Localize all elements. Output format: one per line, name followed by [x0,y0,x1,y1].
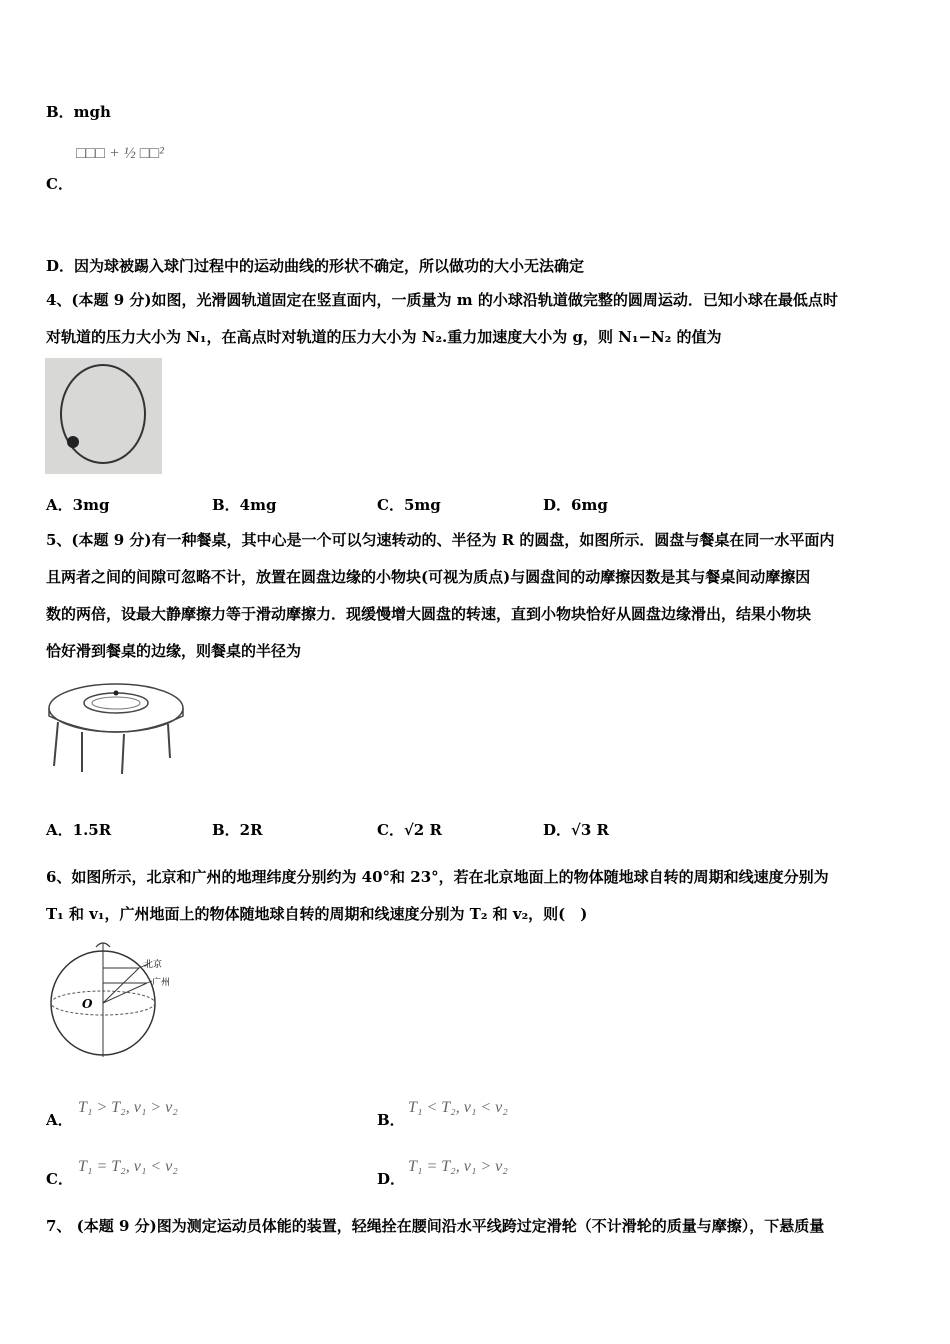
q5-stem-line1: 5、(本题 9 分)有一种餐桌，其中心是一个可以匀速转动的、半径为 R 的圆盘，如图所示．圆盘与餐桌在同一水平面内 [46,531,835,549]
q6-beijing-radius [103,968,139,1003]
q6-option-c-label: C． [46,1170,73,1188]
q5-table-leg-3 [122,734,124,774]
q6-option-d-formula: T₁ = T₂, v₁ > v₂ [408,1158,508,1175]
q3-option-c-formula: □□□ + ½ □□² [76,145,164,162]
q5-stem-line4: 恰好滑到餐桌的边缘，则餐桌的半径为 [46,642,302,660]
q6-earth-figure [46,937,180,1061]
q6-stem-line1: 6、如图所示，北京和广州的地理纬度分别约为 40°和 23°，若在北京地面上的物体随地球自转的周期和线速度分别为 [46,868,829,886]
q5-table-leg-1 [54,722,58,766]
q6-option-b-label: B． [377,1111,405,1129]
q6-center-label: O [82,997,93,1011]
q6-option-c-formula: T₁ = T₂, v₁ < v₂ [78,1158,178,1175]
q3-option-c-label: C． [46,175,73,193]
q3-option-b: B．mgh [46,103,111,121]
q6-option-a-label: A． [46,1111,73,1129]
q6-option-d-label: D． [377,1170,406,1188]
q6-option-a-formula: T₁ > T₂, v₁ > v₂ [78,1099,178,1116]
q6-stem-line2: T₁ 和 v₁，广州地面上的物体随地球自转的周期和线速度分别为 T₂ 和 v₂，则( ) [46,905,588,923]
q6-guangzhou-radius [103,983,147,1003]
q4-option-b: B．4mg [212,496,277,514]
q5-option-c: C．√2 R [377,821,442,839]
q6-beijing-label: 北京 [144,960,163,970]
q5-stem-line3: 数的两倍，设最大静摩擦力等于滑动摩擦力．现缓慢增大圆盘的转速，直到小物块恰好从圆盘边缘滑出，结果小物块 [46,605,812,623]
q4-option-a: A．3mg [46,496,110,514]
q4-option-c: C．5mg [377,496,441,514]
q5-table-figure [46,676,188,776]
q5-option-d: D．√3 R [543,821,609,839]
q4-ball [67,436,79,448]
q6-option-b-formula: T₁ < T₂, v₁ < v₂ [408,1099,508,1116]
q5-stem-line2: 且两者之间的间隙可忽略不计，放置在圆盘边缘的小物块(可视为质点)与圆盘间的动摩擦因数是其与餐桌间动摩擦因 [46,568,811,586]
q5-option-b: B．2R [212,821,263,839]
q5-small-block [114,691,119,696]
q3-option-d: D．因为球被踢入球门过程中的运动曲线的形状不确定，所以做功的大小无法确定 [46,257,585,275]
q4-circle-track-figure [45,358,162,474]
q4-stem-line2: 对轨道的压力大小为 N₁，在高点时对轨道的压力大小为 N₂.重力加速度大小为 g，则 N₁−N₂ 的值为 [46,328,722,346]
q4-option-d: D．6mg [543,496,608,514]
q7-stem-line1: 7、 (本题 9 分)图为测定运动员体能的装置，轻绳拴在腰间沿水平线跨过定滑轮（不计滑轮的质量与摩擦），下悬质量 [46,1217,825,1235]
q5-option-a: A．1.5R [46,821,112,839]
q6-guangzhou-label: 广州 [152,978,171,988]
q4-stem-line1: 4、(本题 9 分)如图，光滑圆轨道固定在竖直面内，一质量为 m 的小球沿轨道做完整的圆周运动．已知小球在最低点时 [46,291,838,309]
q5-table-leg-4 [168,724,170,758]
